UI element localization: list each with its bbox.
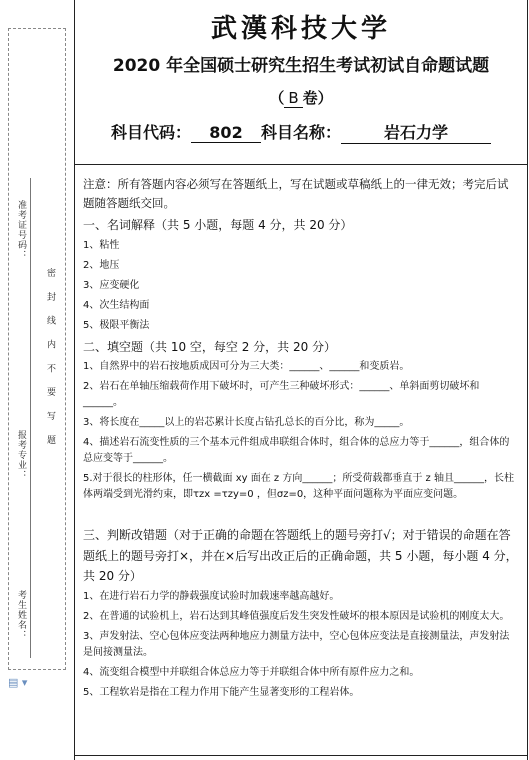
subject-code: 802 bbox=[191, 123, 261, 143]
term-item: 3、应变硬化 bbox=[83, 279, 140, 291]
exam-paper bbox=[74, 0, 528, 760]
fill-item: 1、自然界中的岩石按地质成因可分为三大类：______、______和变质岩。 bbox=[83, 361, 410, 373]
judge-item: 2、在普通的试验机上，岩石达到其峰值强度后发生突发性破坏的根本原因是试验机的刚度太大。 bbox=[83, 611, 510, 623]
paper-version bbox=[75, 87, 527, 108]
term-item: 5、极限平衡法 bbox=[83, 319, 150, 331]
subject-code-label: 科目代码： bbox=[110, 123, 191, 142]
term-item: 1、粘性 bbox=[83, 239, 120, 251]
exam-notice: 注意：所有答题内容必须写在答题纸上，写在试题或草稿纸上的一律无效；考完后试题随答题纸交回。 bbox=[83, 177, 509, 210]
subject-name-label: 科目名称： bbox=[261, 123, 342, 142]
binding-margin bbox=[0, 0, 70, 760]
fill-item: 4、描述岩石流变性质的三个基本元件组成串联组合体时，组合体的总应力等于______，组合体的总应变等于______。 bbox=[83, 437, 510, 465]
paper-open: （ bbox=[269, 89, 285, 107]
document-icon[interactable]: ▤ ▾ bbox=[8, 676, 28, 689]
section-1-heading: 一、名词解释（共 5 小题，每题 4 分，共 20 分） bbox=[83, 217, 353, 232]
exam-title: 2020 年全国硕士研究生招生考试初试自命题试题 bbox=[112, 56, 490, 76]
seal-line bbox=[30, 178, 31, 658]
exam-id-label: 准考证号码： bbox=[16, 200, 26, 260]
judge-item: 5、工程软岩是指在工程力作用下能产生显著变形的工程岩体。 bbox=[83, 687, 360, 699]
paper-close: 卷） bbox=[302, 89, 333, 107]
university-logo: 武漢科技大学 bbox=[210, 14, 391, 44]
judge-item: 4、流变组合模型中并联组合体总应力等于并联组合体中所有原件应力之和。 bbox=[83, 667, 420, 679]
section-2-heading: 二、填空题（共 10 空，每空 2 分，共 20 分） bbox=[83, 339, 337, 354]
judge-item: 1、在进行岩石力学的静载强度试验时加载速率越高越好。 bbox=[83, 591, 340, 603]
name-label: 考生姓名： bbox=[16, 590, 26, 640]
paper-body bbox=[75, 165, 527, 701]
section-3-heading: 三、判断改错题（对于正确的命题在答题纸上的题号旁打√；对于错误的命题在答题纸上的题号旁打×，并在×后写出改正后的正确命题，共 5 小题，每小题 4 分，共 20 分） bbox=[83, 528, 518, 583]
major-label: 报考专业： bbox=[16, 430, 26, 480]
term-item: 2、地压 bbox=[83, 259, 120, 271]
term-item: 4、次生结构面 bbox=[83, 299, 150, 311]
subject-line bbox=[75, 120, 527, 144]
paper-header bbox=[75, 0, 527, 165]
bottom-border bbox=[75, 755, 527, 756]
subject-name: 岩石力学 bbox=[341, 120, 491, 144]
judge-item: 3、声发射法、空心包体应变法两种地应力测量方法中，空心包体应变法是直接测量法，声发射法是间接测量法。 bbox=[83, 631, 510, 659]
paper-code: B bbox=[284, 89, 302, 108]
seal-notice: 密 封 线 内 不 要 写 题 bbox=[45, 268, 55, 451]
fill-item: 2、岩石在单轴压缩载荷作用下破坏时，可产生三种破坏形式：______、单斜面剪切破坏和______。 bbox=[83, 381, 480, 409]
fill-item: 3、将长度在_____以上的岩芯累计长度占钻孔总长的百分比，称为_____。 bbox=[83, 417, 410, 429]
seal-line-box bbox=[8, 28, 66, 670]
fill-item: 5.对于很长的柱形体，任一横截面 xy 面在 z 方向______；所受荷载都垂直于 z 轴且______，长柱体两端受到光滑约束，即τzx =τzy=0 ，但σz=0，这种平面问题称为平面应变问题。 bbox=[83, 473, 514, 501]
